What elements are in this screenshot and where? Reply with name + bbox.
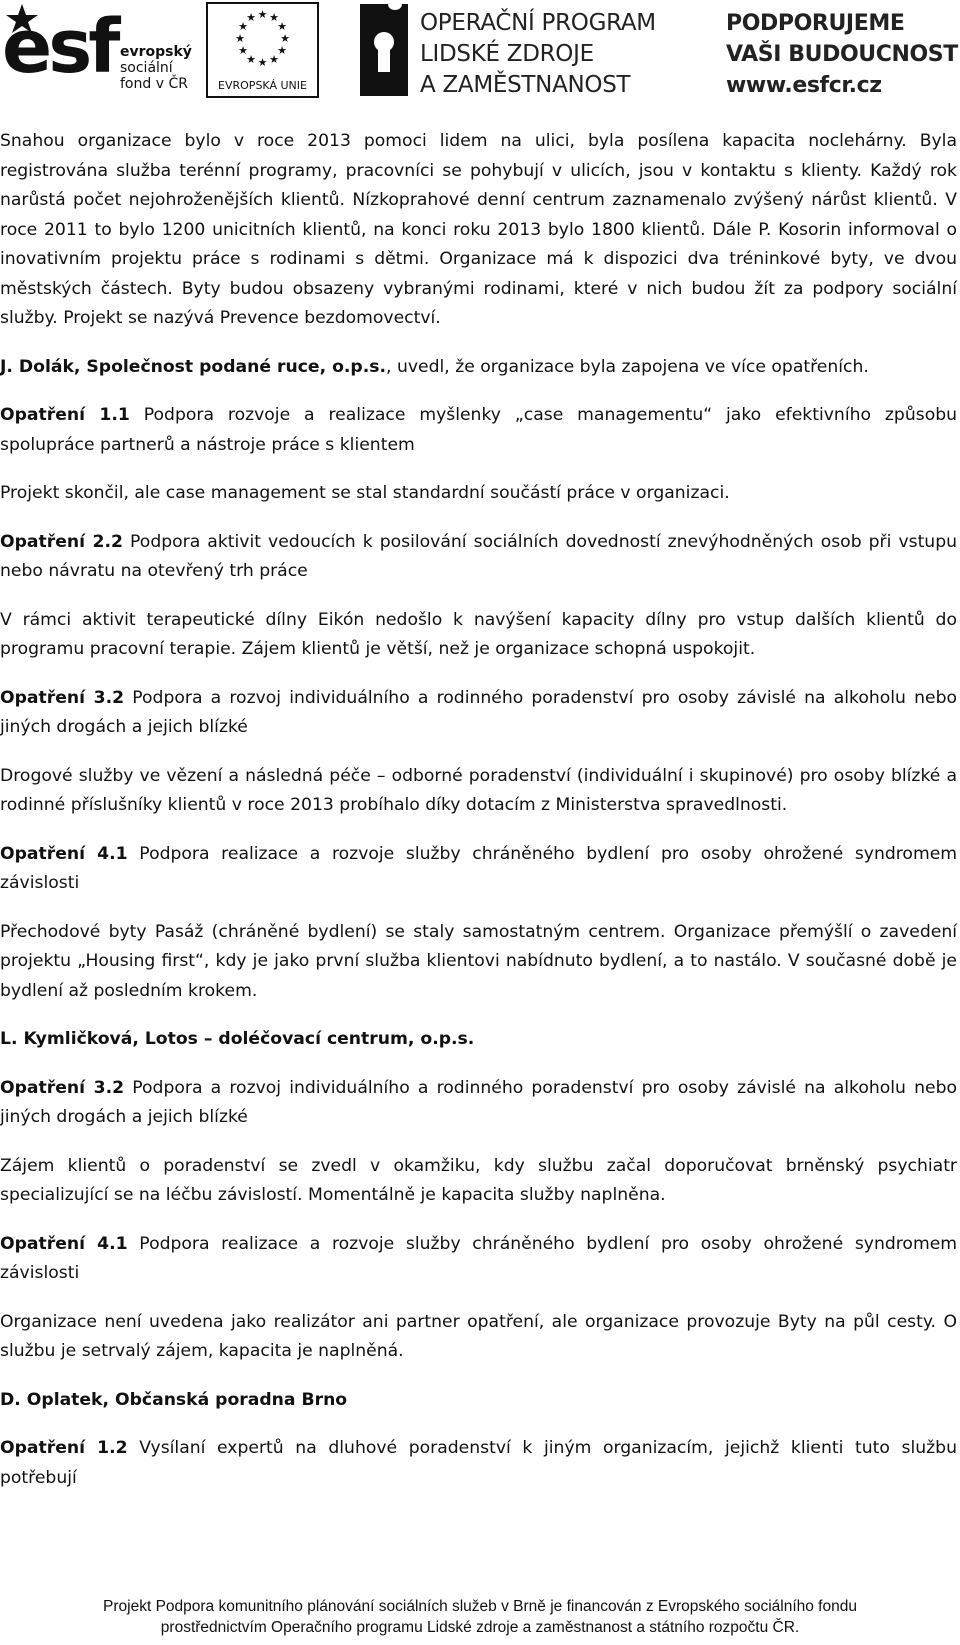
svg-text:★: ★ — [280, 32, 290, 45]
measure-description: Organizace není uvedena jako realizátor ani partner opatření, ale organizace provozuje Byty na půl cesty. O službu je setrvalý zájem, kapacita je naplněná. — [0, 1311, 957, 1361]
svg-text:★: ★ — [277, 20, 287, 33]
svg-text:★: ★ — [235, 32, 245, 45]
measure-heading — [0, 401, 957, 460]
intro-paragraph: Snahou organizace bylo v roce 2013 pomoci lidem na ulici, byla posílena kapacita noclehárny. Byla registrována služba terénní programy, pracovníci se pohybují v ulicích, jsou v kontaktu s klienty. Každý rok narůstá počet nejohroženějších klientů. Nízkoprahové denní centrum zaznamenalo zvýšený nárůst klientů. V roce 2011 to bylo 1200 unicitních klientů, na konci roku 2013 bylo 1800 klientů. Dále P. Kosorin informoval o inovativním projektu práce s rodinami s dětmi. Organizace má k dispozici dva tréninkové byty, ve dvou městských částech. Byty budou obsazeny vybranými rodinami, které v nich budou žít za podpory sociální služby. Projekt se nazývá Prevence bezdomovectví. — [0, 131, 957, 328]
measure-label: Opatření 1.1 — [0, 405, 130, 425]
measure-label: Opatření 1.2 — [0, 1438, 128, 1458]
website-link[interactable]: www.esfcr.cz — [726, 73, 882, 98]
svg-text:★: ★ — [238, 20, 248, 33]
speaker-heading: L. Kymličková, Lotos – doléčovací centrum, o.p.s. — [0, 1029, 475, 1049]
op-program-title — [420, 8, 656, 101]
speaker-name: J. Dolák, Společnost podané ruce, o.p.s. — [0, 356, 387, 377]
esf-logo-letters: esf — [2, 4, 117, 90]
measure-title: Podpora realizace a rozvoje služby chráněného bydlení pro osoby ohrožené syndromem závislosti — [0, 1233, 958, 1283]
measure-title: Podpora realizace a rozvoje služby chráněného bydlení pro osoby ohrožené syndromem závislosti — [0, 843, 958, 893]
eu-flag-logo — [206, 2, 319, 98]
measure-heading — [0, 684, 957, 743]
dolak-paragraph — [0, 353, 957, 383]
measure-title: Podpora aktivit vedoucích k posilování sociálních dovedností znevýhodněných osob při vstupu nebo návratu na otevřený trh práce — [0, 531, 958, 581]
svg-text:★: ★ — [246, 11, 256, 24]
measure-label: Opatření 3.2 — [0, 1077, 125, 1098]
support-slogan — [726, 8, 958, 101]
svg-text:★: ★ — [257, 8, 268, 21]
esf-logo — [0, 0, 190, 100]
svg-text:★: ★ — [257, 56, 268, 69]
op-puzzle-icon — [358, 2, 410, 98]
esf-logo-line2: sociální — [120, 60, 173, 76]
measure-description: V rámci aktivit terapeutické dílny Eikón nedošlo k navýšení kapacity dílny pro vstup dalších klientů do programu pracovní terapie. Zájem klientů je větší, než je organizace schopná uspokojit. — [0, 609, 957, 659]
svg-text:★: ★ — [277, 44, 287, 57]
measure-heading — [0, 1434, 957, 1493]
footer-line1: Projekt Podpora komunitního plánování sociálních služeb v Brně je financován z Evropského sociálního fondu — [103, 1598, 857, 1615]
page-footer — [0, 1596, 960, 1638]
speaker-heading: D. Oplatek, Občanská poradna Brno — [0, 1389, 348, 1410]
slogan-line1: PODPORUJEME — [726, 11, 905, 36]
measure-label: Opatření 4.1 — [0, 843, 128, 864]
op-line3: A ZAMĚSTNANOST — [420, 72, 631, 98]
measure-description: Projekt skončil, ale case management se stal standardní součástí práce v organizaci. — [0, 483, 730, 503]
measure-heading — [0, 528, 957, 587]
eu-label: EVROPSKÁ UNIE — [218, 79, 307, 92]
measure-label: Opatření 4.1 — [0, 1233, 128, 1254]
esf-logo-text — [120, 44, 192, 92]
svg-text:★: ★ — [246, 53, 256, 66]
op-line1: OPERAČNÍ PROGRAM — [420, 10, 656, 36]
measure-title: Podpora a rozvoj individuálního a rodinného poradenství pro osoby závislé na alkoholu nebo jiných drogách a jejich blízké — [0, 687, 957, 737]
measure-heading — [0, 840, 957, 899]
slogan-line2: VAŠI BUDOUCNOST — [726, 42, 958, 67]
speaker-text: , uvedl, že organizace byla zapojena ve více opatřeních. — [386, 356, 869, 377]
measure-label: Opatření 3.2 — [0, 687, 125, 708]
svg-text:★: ★ — [269, 11, 279, 24]
measure-title: Podpora a rozvoj individuálního a rodinného poradenství pro osoby závislé na alkoholu nebo jiných drogách a jejich blízké — [0, 1077, 957, 1127]
eu-stars-icon — [208, 4, 317, 76]
footer-line2: prostřednictvím Operačního programu Lidské zdroje a zaměstnanost a státního rozpočtu ČR. — [160, 1619, 800, 1636]
esf-logo-line1: evropský — [120, 44, 192, 60]
svg-text:★: ★ — [269, 53, 279, 66]
page-header — [0, 0, 960, 105]
measure-label: Opatření 2.2 — [0, 531, 124, 552]
measure-title: Podpora rozvoje a realizace myšlenky „case managementu“ jako efektivního způsobu spolupráce partnerů a nástroje práce s klientem — [0, 405, 958, 455]
measure-description: Zájem klientů o poradenství se zvedl v okamžiku, kdy službu začal doporučovat brněnský psychiatr specializující se na léčbu závislostí. Momentálně je kapacita služby naplněna. — [0, 1155, 957, 1205]
measure-title: Vysílaní expertů na dluhové poradenství k jiným organizacím, jejichž klienti tuto službu potřebují — [0, 1438, 957, 1488]
measure-heading — [0, 1074, 957, 1133]
op-line2: LIDSKÉ ZDROJE — [420, 41, 594, 67]
esf-logo-line3: fond v ČR — [120, 76, 188, 92]
measure-description: Drogové služby ve vězení a následná péče – odborné poradenství (individuální i skupinové) pro osoby blízké a rodinné příslušníky klientů v roce 2013 probíhalo díky dotacím z Ministerstva spravedlnosti. — [0, 765, 957, 815]
measure-description: Přechodové byty Pasáž (chráněné bydlení) se staly samostatným centrem. Organizace přemýšlí o zavedení projektu „Housing first“, kdy je jako první služba klientovi nabídnuto bydlení, a to nastálo. V současné době je bydlení až posledním krokem. — [0, 921, 957, 1001]
svg-text:★: ★ — [238, 44, 248, 57]
measure-heading — [0, 1230, 957, 1289]
document-body — [0, 127, 957, 1493]
